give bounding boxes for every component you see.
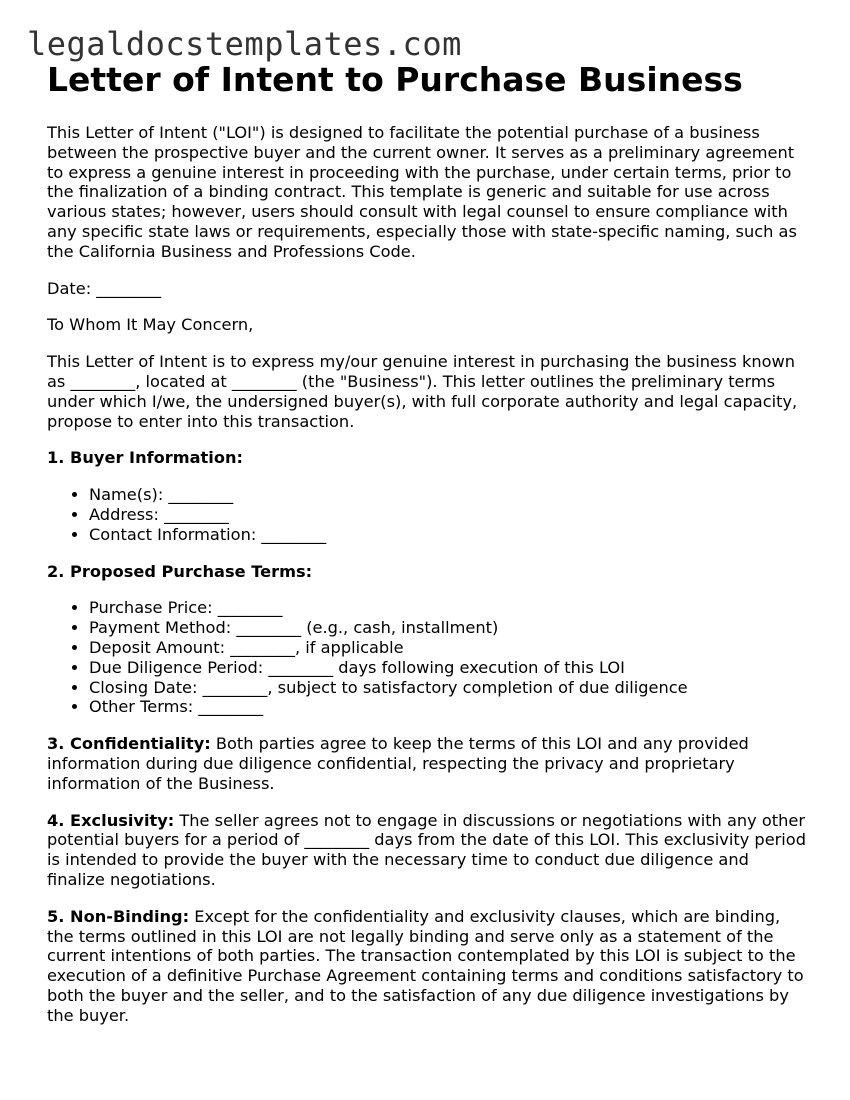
list-item: • Address: ________ [89, 505, 807, 525]
list-item: • Purchase Price: ________ [89, 598, 807, 618]
clause-text: Except for the confidentiality and exclusivity clauses, which are binding, the terms outlined in this LOI are not legally binding and serve only as a statement of the current intentions of both parties. The transaction contemplated by this LOI is subject to the execution of a definitive Purchase Agreement containing terms and conditions satisfactory to both the buyer and the seller, and to the satisfaction of any due diligence investigations by the buyer. [47, 906, 804, 1025]
list-item: • Contact Information: ________ [89, 525, 807, 545]
list-item: • Deposit Amount: ________, if applicable [89, 638, 807, 658]
list-item: • Payment Method: ________ (e.g., cash, installment) [89, 618, 807, 638]
clause-heading: 5. Non-Binding: [47, 906, 190, 926]
list-item: • Other Terms: ________ [89, 697, 807, 717]
document-title: Letter of Intent to Purchase Business [47, 60, 743, 99]
buyer-information-heading: 1. Buyer Information: [47, 448, 243, 468]
non-binding-clause [47, 907, 807, 1026]
date-line: Date: ________ [47, 278, 162, 298]
purchase-terms-heading: 2. Proposed Purchase Terms: [47, 561, 313, 581]
clause-text: The seller agrees not to engage in discussions or negotiations with any other potential buyers for a period of ________ days from the date of this LOI. This exclusivity period is intended to provide the buyer with the necessary time to conduct due diligence and finalize negotiations. [47, 810, 806, 889]
salutation: To Whom It May Concern, [47, 315, 254, 335]
list-item: • Name(s): ________ [89, 485, 807, 505]
list-item: • Closing Date: ________, subject to satisfactory completion of due diligence [89, 678, 807, 698]
clause-heading: 4. Exclusivity: [47, 810, 175, 830]
clause-heading: 3. Confidentiality: [47, 734, 211, 754]
site-watermark: legaldocstemplates.com [27, 25, 462, 63]
letter-intro-paragraph: This Letter of Intent is to express my/our genuine interest in purchasing the business known as ________, located at ________ (the "Business"). This letter outlines the preliminary terms under which I/we, the undersigned buyer(s), with full corporate authority and legal capacity, propose to enter into this transaction. [47, 352, 798, 431]
list-item: • Due Diligence Period: ________ days following execution of this LOI [89, 658, 807, 678]
purchase-terms-list [47, 598, 807, 717]
document-page [47, 60, 807, 1025]
exclusivity-clause [47, 811, 807, 890]
confidentiality-clause [47, 734, 807, 793]
buyer-information-list [47, 485, 807, 544]
intro-paragraph: This Letter of Intent ("LOI") is designed to facilitate the potential purchase of a business between the prospective buyer and the current owner. It serves as a preliminary agreement to express a genuine interest in proceeding with the purchase, under certain terms, prior to the finalization of a binding contract. This template is generic and suitable for use across various states; however, users should consult with legal counsel to ensure compliance with any specific state laws or requirements, especially those with state-specific naming, such as the California Business and Professions Code. [47, 123, 797, 261]
clause-text: Both parties agree to keep the terms of this LOI and any provided information during due diligence confidential, respecting the privacy and proprietary information of the Business. [47, 734, 749, 793]
